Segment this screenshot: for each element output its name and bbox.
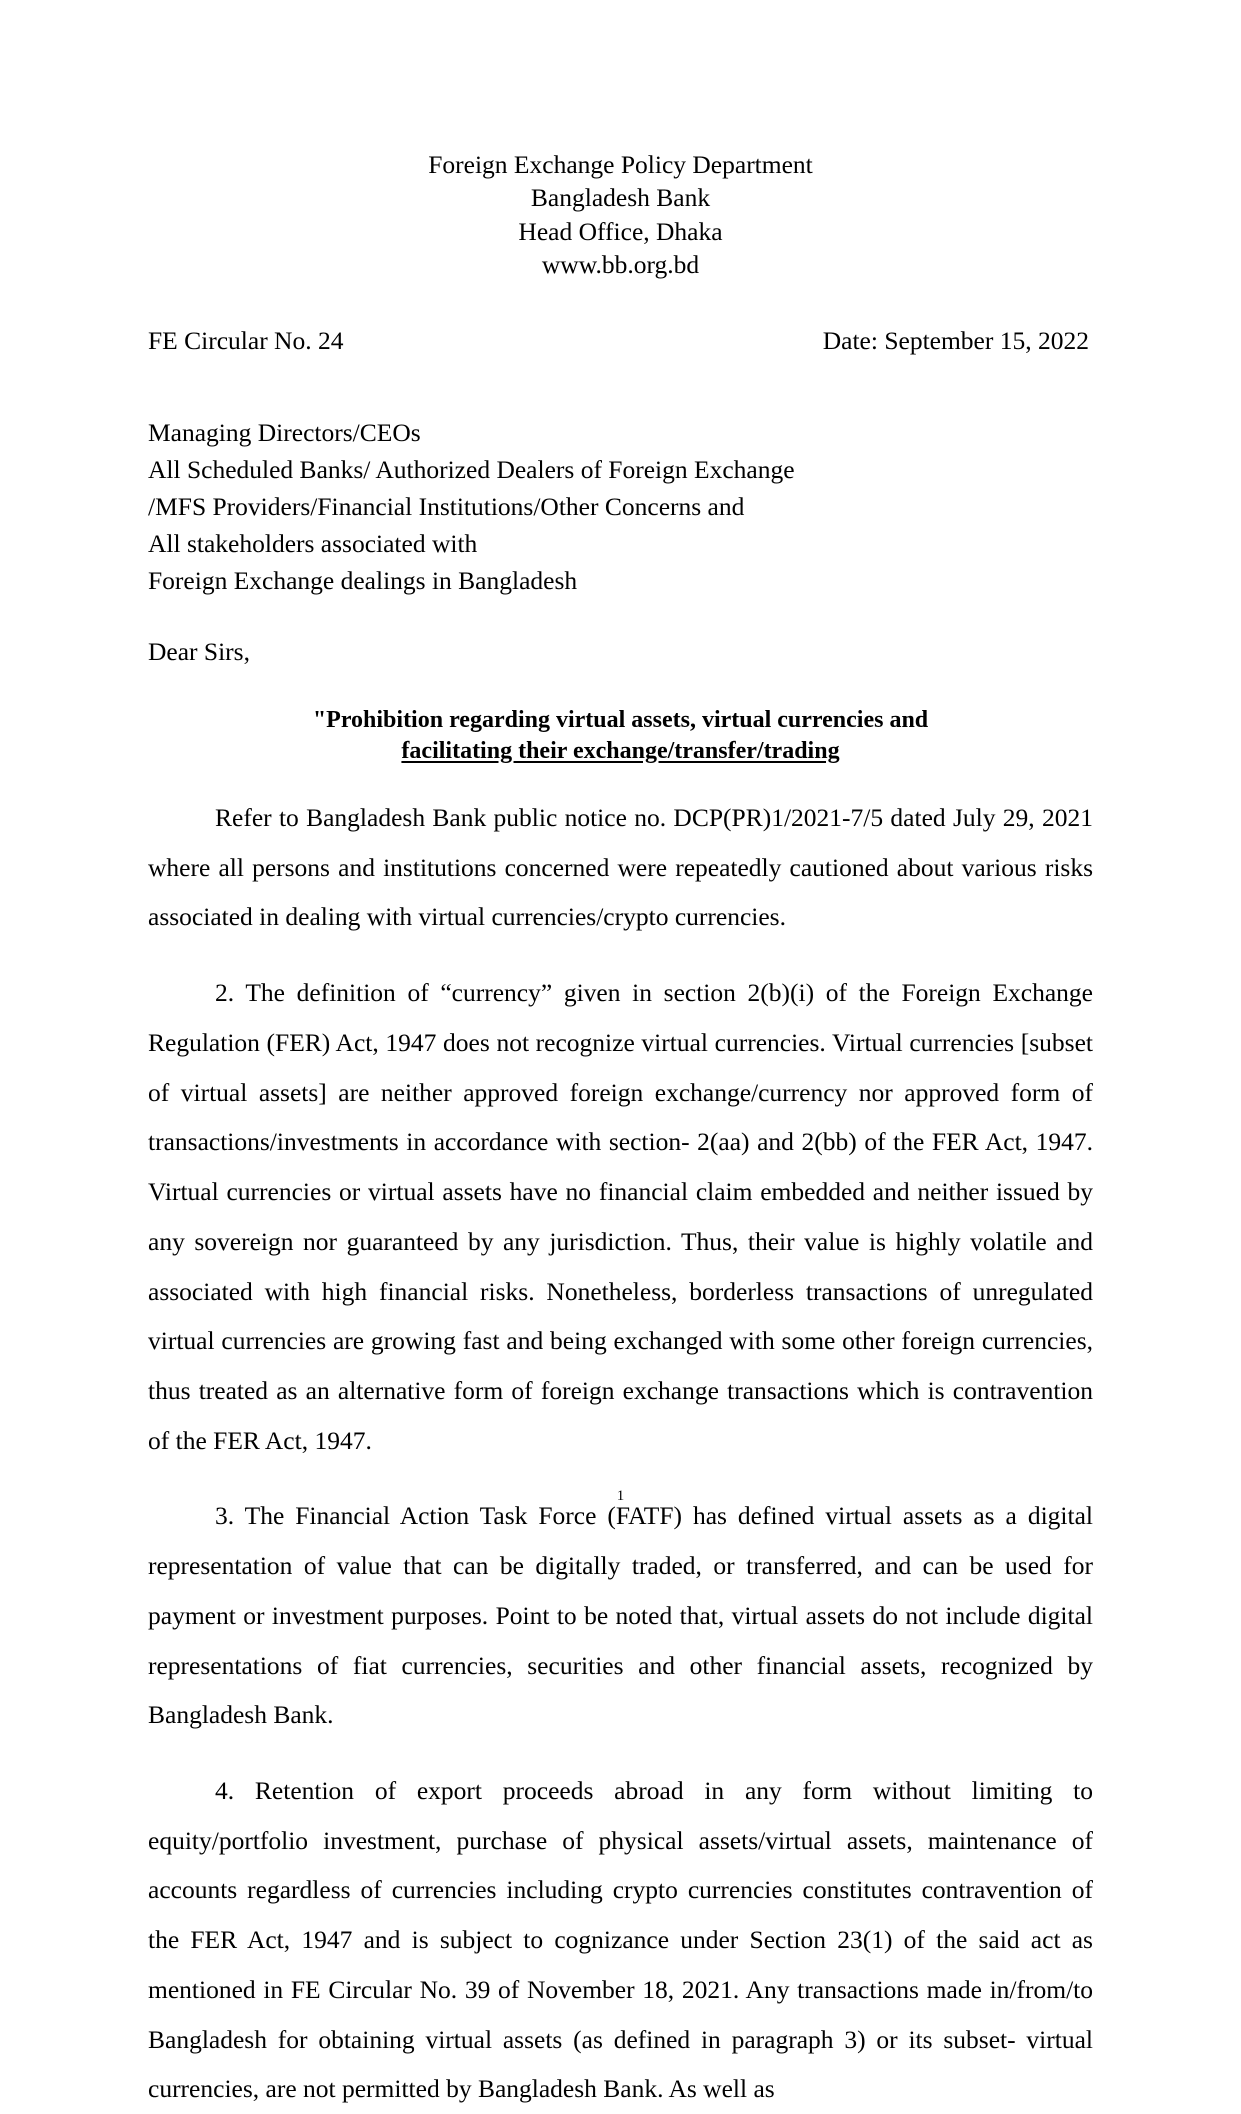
circular-date: Date: September 15, 2022 xyxy=(822,325,1089,355)
addressee-line-4: All stakeholders associated with xyxy=(148,529,478,559)
letterhead xyxy=(148,148,1093,282)
paragraph-1: Refer to Bangladesh Bank public notice no. DCP(PR)1/2021-7/5 dated July 29, 2021 where all persons and institutions concerned were repeatedly cautioned about various risks associated in dealing with virtual currencies/crypto currencies. xyxy=(148,803,1093,932)
paragraph-4: 4. Retention of export proceeds abroad in any form without limiting to equity/portfolio investment, purchase of physical assets/virtual assets, maintenance of accounts regardless of currencies including crypto currencies constitutes contravention of the FER Act, 1947 and is subject to cognizance under Section 23(1) of the said act as mentioned in FE Circular No. 39 of November 18, 2021. Any transactions made in/from/to Bangladesh for obtaining virtual assets (as defined in paragraph 3) or its subset- virtual currencies, are not permitted by Bangladesh Bank. As well as xyxy=(148,1775,1093,2104)
paragraph-2: 2. The definition of “currency” given in section 2(b)(i) of the Foreign Exchange Regulation (FER) Act, 1947 does not recognize virtual currencies. Virtual currencies [subset of virtual assets] are neither approved foreign exchange/currency nor approved form of transactions/investments in accordance with section- 2(aa) and 2(bb) of the FER Act, 1947. Virtual currencies or virtual assets have no financial claim embedded and neither issued by any sovereign nor guaranteed by any jurisdiction. Thus, their value is highly volatile and associated with high financial risks. Nonetheless, borderless transactions of unregulated virtual currencies are growing fast and being exchanged with some other foreign currencies, thus treated as an alternative form of foreign exchange transactions which is contravention of the FER Act, 1947. xyxy=(148,978,1093,1455)
addressee-line-3: /MFS Providers/Financial Institutions/Other Concerns and xyxy=(148,492,745,521)
reference-row xyxy=(148,326,1093,356)
addressee-line-5: Foreign Exchange dealings in Bangladesh xyxy=(148,566,578,596)
document-content xyxy=(148,0,1093,2114)
addressee-block xyxy=(148,414,1093,600)
addressee-line-1: Managing Directors/CEOs xyxy=(148,417,421,447)
page-number: 1 xyxy=(616,1488,625,1504)
body-text xyxy=(148,793,1093,2114)
subject-line-1: "Prohibition regarding virtual assets, virtual currencies and xyxy=(312,706,929,733)
paragraph-3: 3. The Financial Action Task Force (FATF) has defined virtual assets as a digital representation of value that can be digitally traded, or transferred, and can be used for payment or investment purposes. Point to be noted that, virtual assets do not include digital representations of fiat currencies, securities and other financial assets, recognized by Bangladesh Bank. xyxy=(148,1501,1093,1730)
salutation: Dear Sirs, xyxy=(148,636,250,666)
subject-heading xyxy=(148,705,1093,767)
letterhead-office: Head Office, Dhaka xyxy=(518,216,723,246)
letterhead-organization: Bangladesh Bank xyxy=(530,183,711,213)
letterhead-department: Foreign Exchange Policy Department xyxy=(428,150,813,179)
addressee-line-2: All Scheduled Banks/ Authorized Dealers of Foreign Exchange xyxy=(148,454,795,484)
circular-number: FE Circular No. 24 xyxy=(148,325,344,355)
letterhead-website: www.bb.org.bd xyxy=(541,250,700,280)
subject-line-2: facilitating their exchange/transfer/trading xyxy=(401,737,840,764)
